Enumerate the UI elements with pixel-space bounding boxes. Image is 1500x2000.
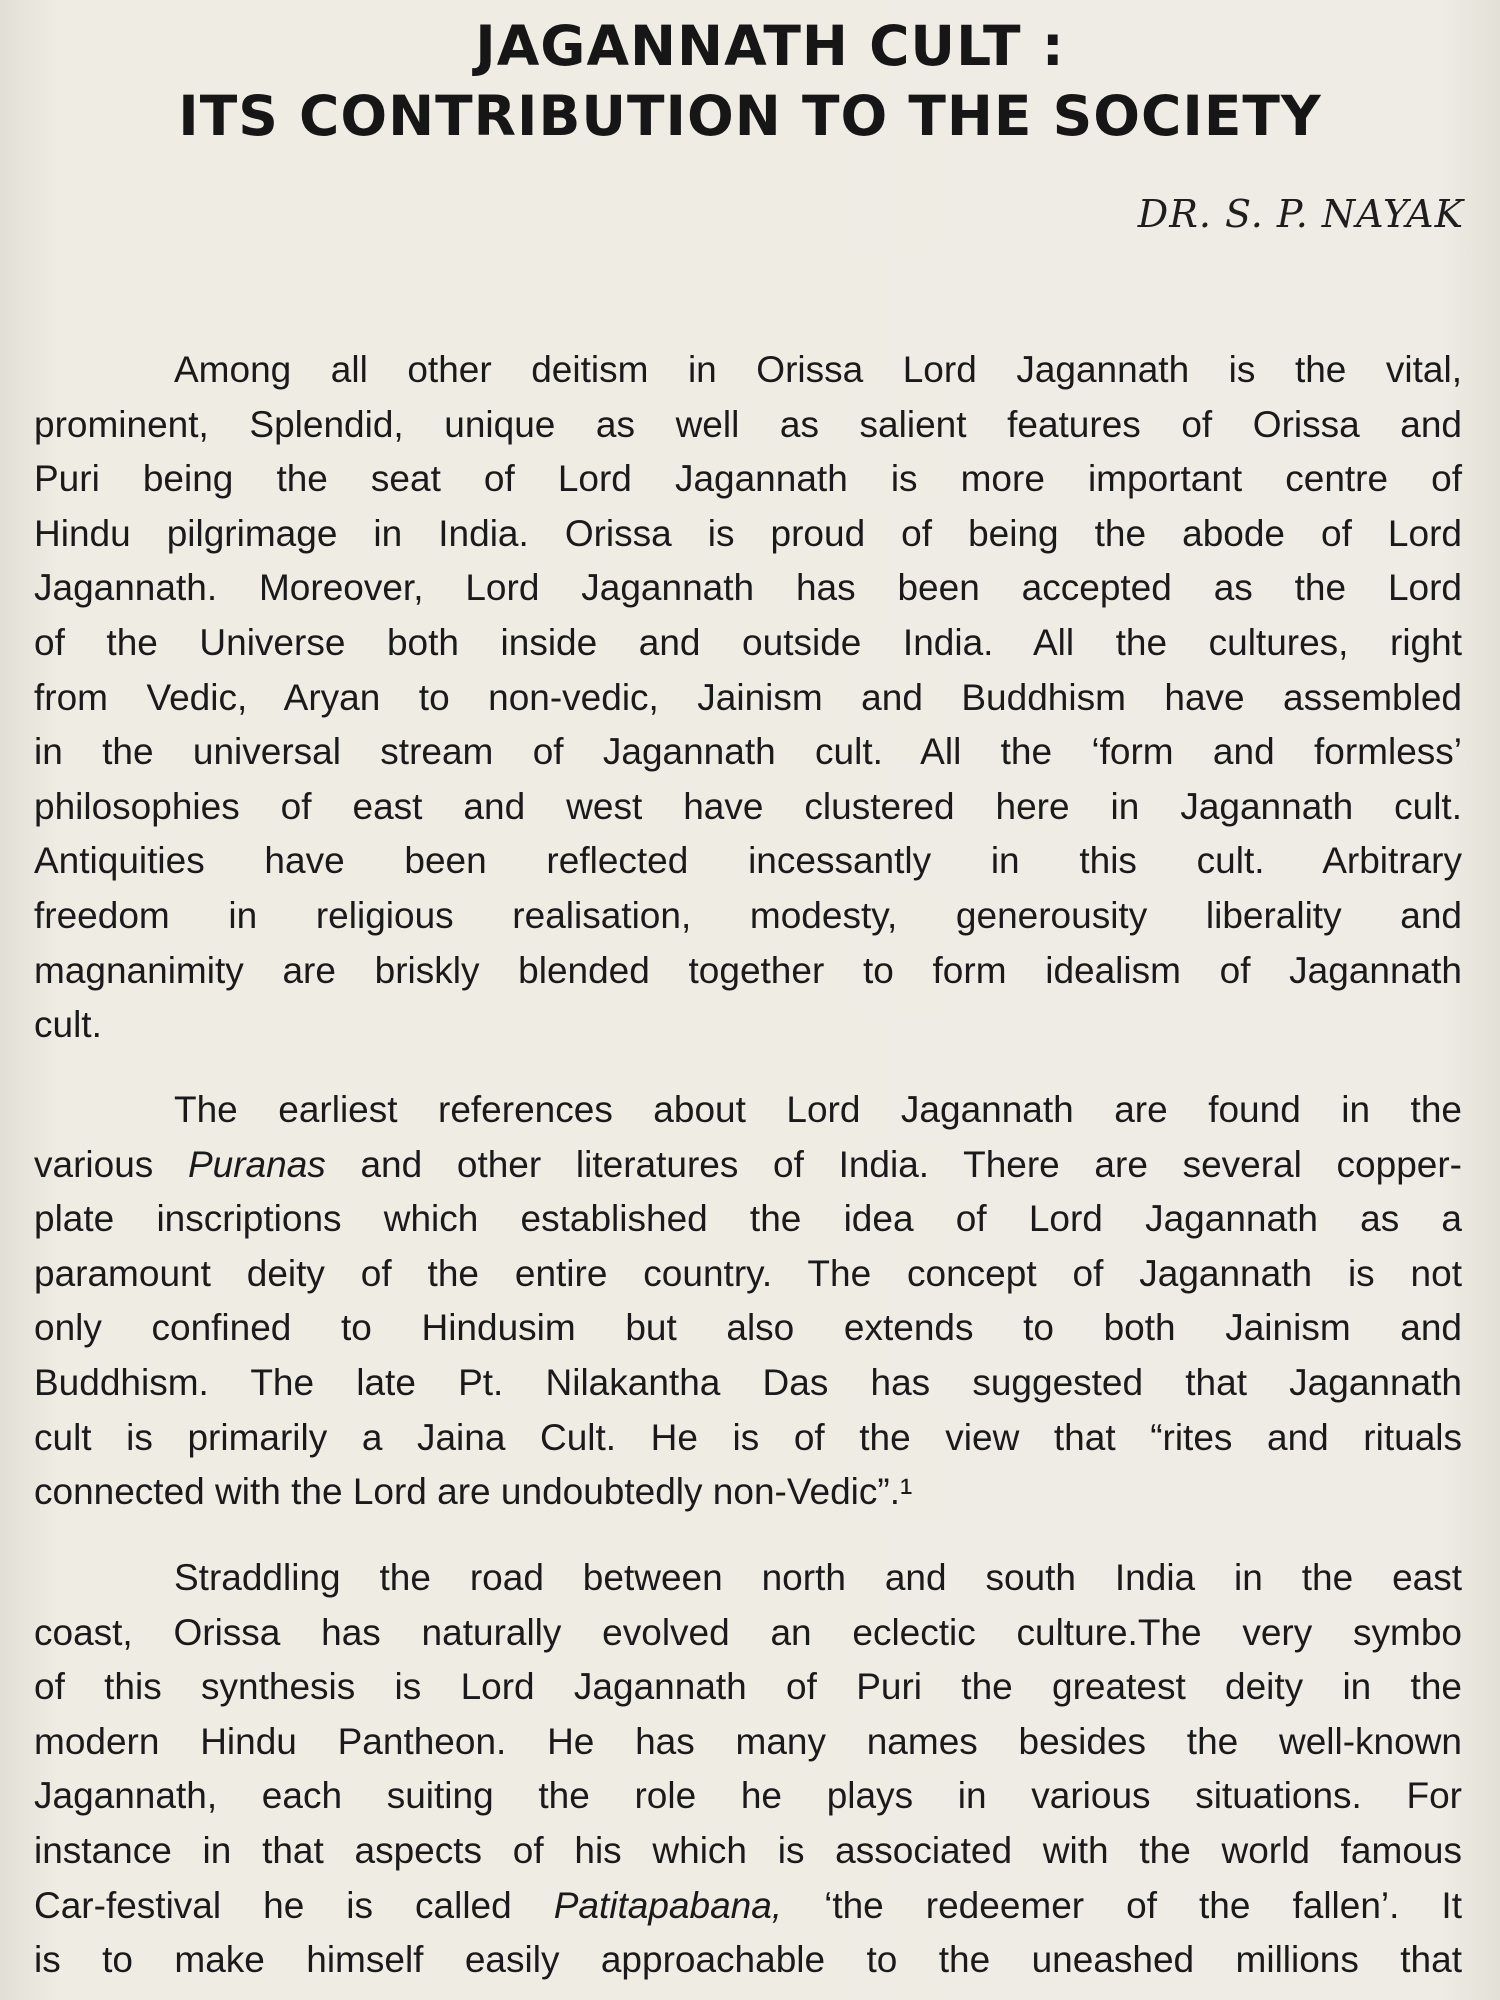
text-line: cult. bbox=[34, 1004, 102, 1046]
text-run: Car-festival he is called bbox=[34, 1884, 554, 1926]
text-run: various bbox=[34, 1143, 188, 1185]
text-line: Buddhism. The late Pt. Nilakantha Das has suggested that Jagannath bbox=[34, 1361, 1462, 1403]
text-line: Straddling the road between north and south India in the east bbox=[174, 1557, 1462, 1598]
text-run: ‘the redeemer of the fallen’. It bbox=[782, 1884, 1462, 1926]
text-line bbox=[34, 1138, 1462, 1193]
text-run: and other literatures of India. There are several copper- bbox=[325, 1143, 1462, 1185]
paragraph-3 bbox=[34, 1551, 1462, 1988]
text-line: coast, Orissa has naturally evolved an eclectic culture.The very symbo bbox=[34, 1611, 1462, 1653]
text-line: The earliest references about Lord Jagannath are found in the bbox=[174, 1089, 1462, 1130]
text-line: instance in that aspects of his which is associated with the world famous bbox=[34, 1829, 1462, 1871]
text-line: of this synthesis is Lord Jagannath of Puri the greatest deity in the bbox=[34, 1666, 1462, 1708]
text-line: Jagannath. Moreover, Lord Jagannath has been accepted as the Lord bbox=[34, 567, 1462, 609]
text-line: of the Universe both inside and outside India. All the cultures, right bbox=[34, 621, 1462, 663]
text-line: Jagannath, each suiting the role he plays in various situations. For bbox=[34, 1775, 1462, 1817]
italic-term-patitapabana: Patitapabana, bbox=[553, 1884, 783, 1926]
text-line: prominent, Splendid, unique as well as salient features of Orissa and bbox=[34, 403, 1462, 445]
text-line: connected with the Lord are undoubtedly non-Vedic”.¹ bbox=[34, 1471, 913, 1513]
article-title-line-2: ITS CONTRIBUTION TO THE SOCIETY bbox=[178, 84, 1322, 148]
text-line: Puri being the seat of Lord Jagannath is more important centre of bbox=[34, 458, 1462, 500]
text-line: cult is primarily a Jaina Cult. He is of the view that “rites and rituals bbox=[34, 1416, 1462, 1458]
text-line: Antiquities have been reflected incessantly in this cult. Arbitrary bbox=[34, 840, 1462, 882]
paragraph-2 bbox=[34, 1083, 1462, 1520]
text-line: from Vedic, Aryan to non-vedic, Jainism and Buddhism have assembled bbox=[34, 676, 1462, 718]
text-line bbox=[34, 1879, 1462, 1934]
text-line: paramount deity of the entire country. The concept of Jagannath is not bbox=[34, 1252, 1462, 1294]
paragraph-1 bbox=[34, 343, 1462, 1053]
text-line: Among all other deitism in Orissa Lord Jagannath is the vital, bbox=[174, 349, 1462, 390]
text-line: magnanimity are briskly blended together to form idealism of Jagannath bbox=[34, 949, 1462, 991]
italic-term-puranas: Puranas bbox=[187, 1143, 326, 1185]
text-line: Hindu pilgrimage in India. Orissa is proud of being the abode of Lord bbox=[34, 512, 1462, 554]
text-line: is to make himself easily approachable to the uneashed millions that bbox=[34, 1939, 1462, 1981]
text-line: in the universal stream of Jagannath cult. All the ‘form and formless’ bbox=[34, 731, 1462, 773]
text-line: modern Hindu Pantheon. He has many names besides the well-known bbox=[34, 1720, 1462, 1762]
text-line: only confined to Hindusim but also extends to both Jainism and bbox=[34, 1307, 1462, 1349]
text-line: philosophies of east and west have clustered here in Jagannath cult. bbox=[34, 785, 1462, 827]
author-byline: DR. S. P. NAYAK bbox=[1137, 192, 1464, 236]
article-title-line-1: JAGANNATH CULT : bbox=[475, 14, 1065, 78]
text-line: freedom in religious realisation, modesty, generousity liberality and bbox=[34, 894, 1462, 936]
text-line: plate inscriptions which established the idea of Lord Jagannath as a bbox=[34, 1198, 1462, 1240]
